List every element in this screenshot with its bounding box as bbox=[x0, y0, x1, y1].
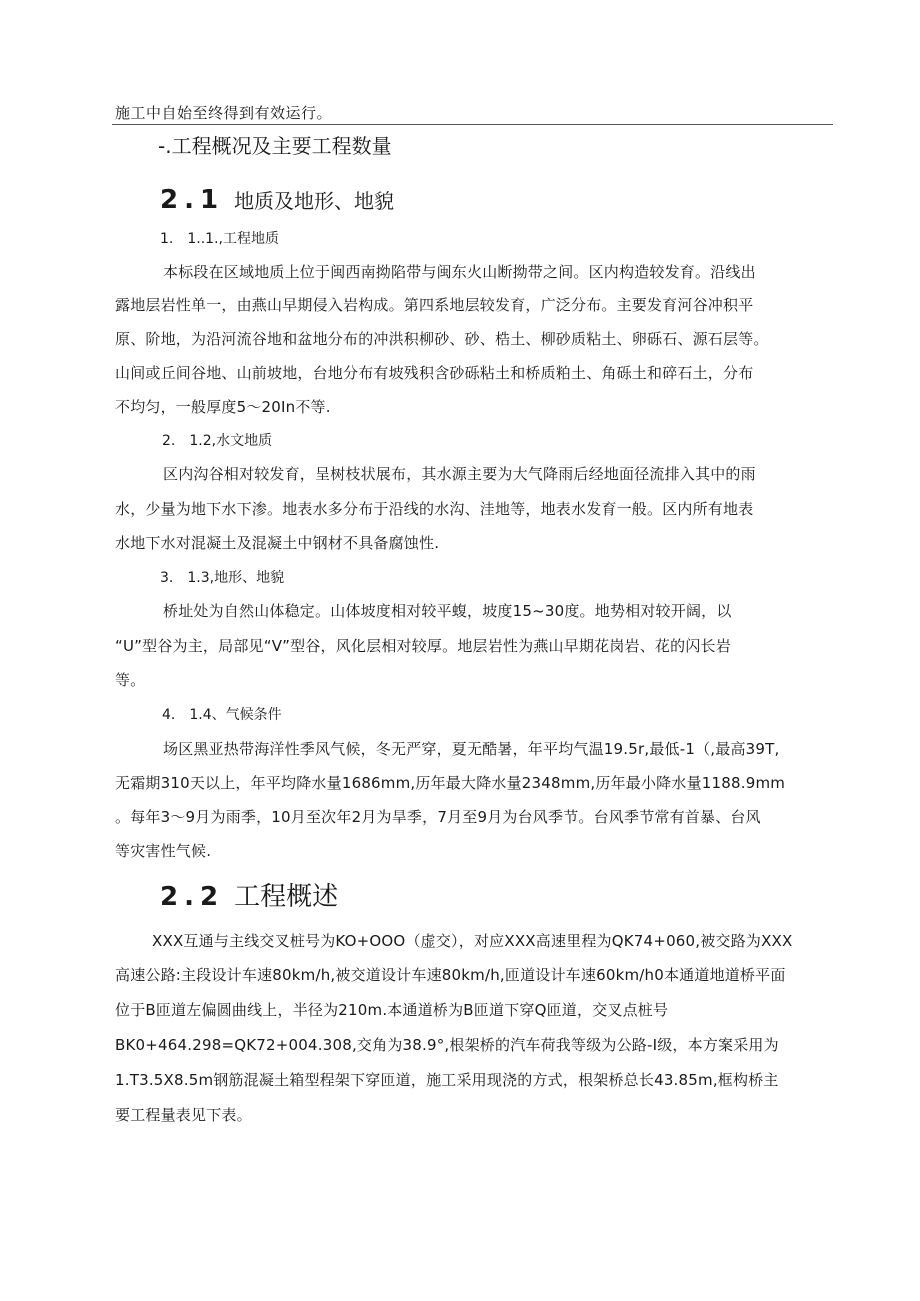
subheading-number: 2. bbox=[162, 433, 176, 449]
subheading-climate bbox=[162, 705, 282, 725]
heading-number: 2.1 bbox=[160, 185, 225, 215]
subheading-terrain bbox=[160, 568, 284, 588]
paragraph-line: 无霜期310天以上，年平均降水量1686mm,历年最大降水量2348mm,历年最小降水量1188.9mm bbox=[115, 774, 786, 792]
paragraph-line: 不均匀，一般厚度5〜20In不等. bbox=[115, 398, 331, 416]
heading-text: 地质及地形、地貌 bbox=[234, 189, 395, 213]
running-header: 施工中自始至终得到有效运行。 bbox=[115, 104, 333, 122]
paragraph-line: “U”型谷为主，局部见“V”型谷，风化层相对较厚。地层岩性为燕山早期花岗岩、花的闪长岩 bbox=[115, 637, 731, 655]
paragraph-line: 要工程量表见下表。 bbox=[115, 1106, 252, 1124]
paragraph-line: 等。 bbox=[115, 671, 146, 689]
heading-text: 工程概述 bbox=[234, 882, 339, 912]
subheading-text: 1.3,地形、地貌 bbox=[187, 570, 285, 586]
paragraph-line: 。每年3〜9月为雨季，10月至次年2月为旱季，7月至9月为台风季节。台风季节常有首暴、台风 bbox=[115, 808, 761, 826]
heading-overview bbox=[160, 880, 338, 917]
paragraph-line: 水，少量为地下水下渗。地表水多分布于沿线的水沟、洼地等，地表水发育一般。区内所有地表 bbox=[115, 500, 754, 518]
paragraph-line: 本标段在区域地质上位于闽西南拗陷带与闽东火山断拗带之间。区内构造较发育。沿线出 bbox=[163, 263, 756, 281]
paragraph-line: BK0+464.298=QK72+004.308,交角为38.9°,根架桥的汽车荷我等级为公路-I级，本方案采用为 bbox=[115, 1036, 779, 1054]
subheading-text: 1.4、气候条件 bbox=[189, 707, 282, 723]
subheading-number: 3. bbox=[160, 570, 174, 586]
subheading-hydrogeology bbox=[162, 431, 272, 451]
subheading-engineering-geology bbox=[160, 229, 279, 249]
paragraph-line: 桥址处为自然山体稳定。山体坡度相对较平蝮，坡度15~30度。地势相对较开阔，以 bbox=[163, 602, 732, 620]
subheading-number: 1. bbox=[160, 231, 174, 247]
paragraph-line: 场区黑亚热带海洋性季风气候，冬无严穿，夏无酷暑，年平均气温19.5r,最低-1（,最高39T, bbox=[163, 740, 780, 758]
subheading-number: 4. bbox=[162, 707, 176, 723]
paragraph-line: 1.T3.5X8.5m钢筋混凝土箱型程架下穿匝道，施工采用现浇的方式，根架桥总长43.85m,框构桥主 bbox=[115, 1071, 779, 1089]
heading-geology bbox=[160, 183, 394, 220]
subheading-text: 1.2,水文地质 bbox=[189, 433, 273, 449]
paragraph-line: 原、阶地，为沿河流谷地和盆地分布的冲洪积柳砂、砂、梏土、柳砂质粘土、卵砾石、源石层等。 bbox=[115, 330, 769, 348]
paragraph-line: 区内沟谷相对较发育，呈树枝状展布，其水源主要为大气降雨后经地面径流排入其中的雨 bbox=[163, 465, 756, 483]
heading-number: 2.2 bbox=[160, 882, 225, 912]
paragraph-line: 露地层岩性单一，由燕山早期侵入岩构成。第四系地层较发育，广泛分布。主要发育河谷冲积平 bbox=[115, 296, 754, 314]
paragraph-line: XXX互通与主线交叉桩号为KO+OOO（虚交），对应XXX高速里程为QK74+060,被交路为XXX bbox=[152, 932, 793, 950]
header-rule bbox=[112, 124, 833, 125]
section-title: -.工程概况及主要工程数量 bbox=[158, 134, 392, 158]
paragraph-line: 山间或丘间谷地、山前坡地，台地分布有坡残积含砂砾粘土和桥质粕土、角砾土和碎石土，分布 bbox=[115, 364, 754, 382]
paragraph-line: 位于B匝道左偏圆曲线上，半径为210m.本通道桥为B匝道下穿Q匝道，交叉点桩号 bbox=[115, 1001, 669, 1019]
paragraph-line: 高速公路:主段设计车速80km∕h,被交道设计车速80km∕h,匝道设计车速60km∕h0本通道地道桥平面 bbox=[115, 966, 786, 984]
paragraph-line: 水地下水对混凝土及混凝土中钢材不具备腐蚀性. bbox=[115, 534, 440, 552]
subheading-text: 1..1.,工程地质 bbox=[187, 231, 279, 247]
paragraph-line: 等灾害性气候. bbox=[115, 842, 212, 860]
